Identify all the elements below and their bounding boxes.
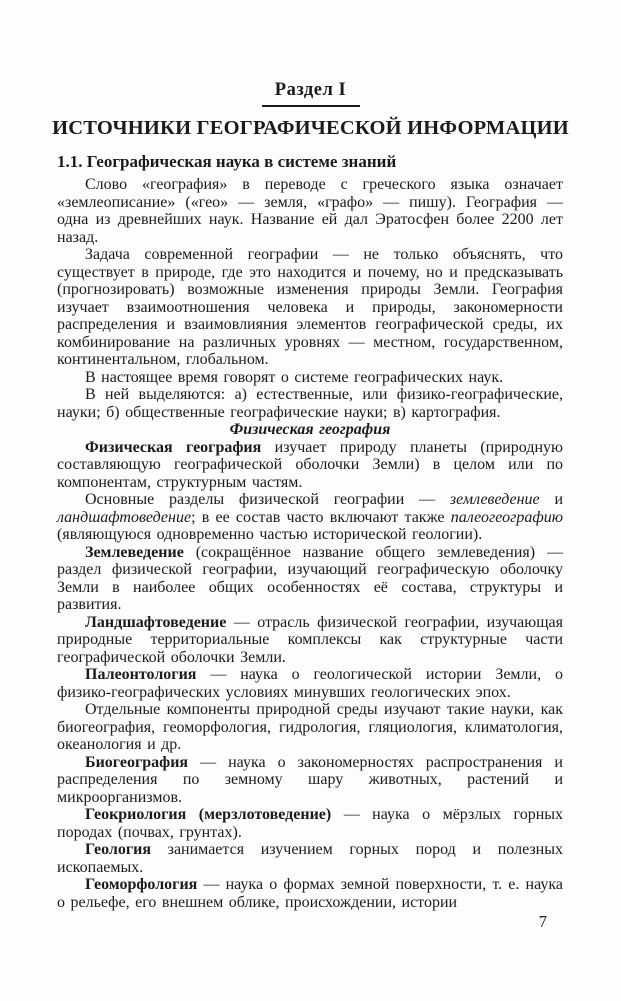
- text-run: и: [539, 491, 564, 508]
- paragraph: [57, 754, 563, 807]
- text-run: ; в ее состав часто включают также: [191, 508, 451, 526]
- subsection-title: 1.1. Географическая наука в системе знаний: [57, 152, 397, 171]
- text-run: В настоящее время говорят о системе географических наук.: [85, 368, 504, 386]
- text-run: — отрасль физической географии, изучающая природные территориальные комплексы как структурные части географической оболочки Земли.: [57, 613, 563, 666]
- paragraph: [57, 701, 563, 754]
- text-run: Геокриология (мерзлотоведение): [85, 806, 332, 823]
- text-run: Физическая география: [85, 438, 262, 456]
- paragraph: [57, 386, 563, 421]
- paragraph: [57, 491, 563, 544]
- text-run: Землеведение: [85, 543, 184, 561]
- text-run: занимается изучением горных пород и полезных ископаемых.: [57, 841, 563, 876]
- paragraph: [57, 246, 563, 369]
- section-underline-rule: [262, 105, 360, 107]
- paragraph: [57, 614, 563, 667]
- text-run: Биогеография: [85, 753, 189, 771]
- text-run: Палеонтология: [85, 666, 197, 683]
- text-run: землеведение: [449, 491, 540, 508]
- text-run: ландшафтоведение: [57, 508, 192, 526]
- page-number: 7: [538, 912, 547, 931]
- text-run: Геология: [85, 841, 151, 858]
- paragraph: [57, 806, 563, 841]
- body-text: [57, 176, 563, 911]
- text-run: (сокращённое название общего землеведения) — раздел физической географии, изучающий географическую оболочку Земли в наиболее общих особенностях её состава, структуры и развития.: [57, 543, 563, 613]
- paragraph: [57, 841, 563, 876]
- text-run: — наука о мёрзлых горных породах (почвах, грунтах).: [57, 806, 564, 841]
- centered-subheading: [57, 421, 563, 439]
- text-run: Геоморфология: [85, 876, 198, 893]
- text-run: Ландшафтоведение: [85, 613, 227, 631]
- text-run: Слово «география» в переводе с греческого языка означает «землеописание» («гео» — земля, «графо» — пишу). География — одна из древнейших наук. Название ей дал Эратосфен более 2200 лет назад.: [57, 176, 563, 246]
- paragraph: [57, 544, 563, 614]
- text-run: — наука о закономерностях распространения и распределения по земному шару животных, растений и микроорганизмов.: [57, 753, 563, 806]
- paragraph: [57, 666, 563, 701]
- text-run: палеогеографию: [450, 508, 563, 526]
- text-run: Основные разделы физической географии —: [85, 491, 450, 508]
- text-run: В ней выделяются: а) естественные, или физико-географические, науки; б) общественные географические науки; в) картография.: [57, 386, 563, 421]
- text-run: Физическая география: [229, 421, 391, 438]
- text-run: изучает природу планеты (природную составляющую географической оболочки Земли) в целом или по компонентам, структурным частям.: [57, 438, 564, 491]
- text-run: — наука о геологической истории Земли, о физико-географических условиях минувших геологических эпох.: [57, 666, 563, 701]
- text-run: Отдельные компоненты природной среды изучают такие науки, как биогеография, геоморфология, гидрология, гляциология, климатология, океанология и др.: [57, 701, 563, 753]
- text-run: (являющуюся одновременно частью исторической геологии).: [57, 526, 483, 543]
- paragraph: [57, 369, 563, 387]
- paragraph: [57, 876, 563, 911]
- text-run: Задача современной географии — не только объяснять, что существует в природе, где это находится и почему, но и предсказывать (прогнозировать) возможные изменения природы Земли. География изучает взаимоотношения человека и природы, закономерности распределения и взаимовлияния элементов географической среды, их комбинирование на различных уровнях — местном, государственном, континентальном, глобальном.: [57, 246, 563, 368]
- text-run: — наука о формах земной поверхности, т. е. наука о рельефе, его внешнем облике, происхождении, истории: [57, 876, 563, 911]
- chapter-title: ИСТОЧНИКИ ГЕОГРАФИЧЕСКОЙ ИНФОРМАЦИИ: [52, 117, 569, 139]
- section-label: Раздел I: [274, 80, 347, 100]
- paragraph: [57, 439, 563, 492]
- paragraph: [57, 176, 563, 246]
